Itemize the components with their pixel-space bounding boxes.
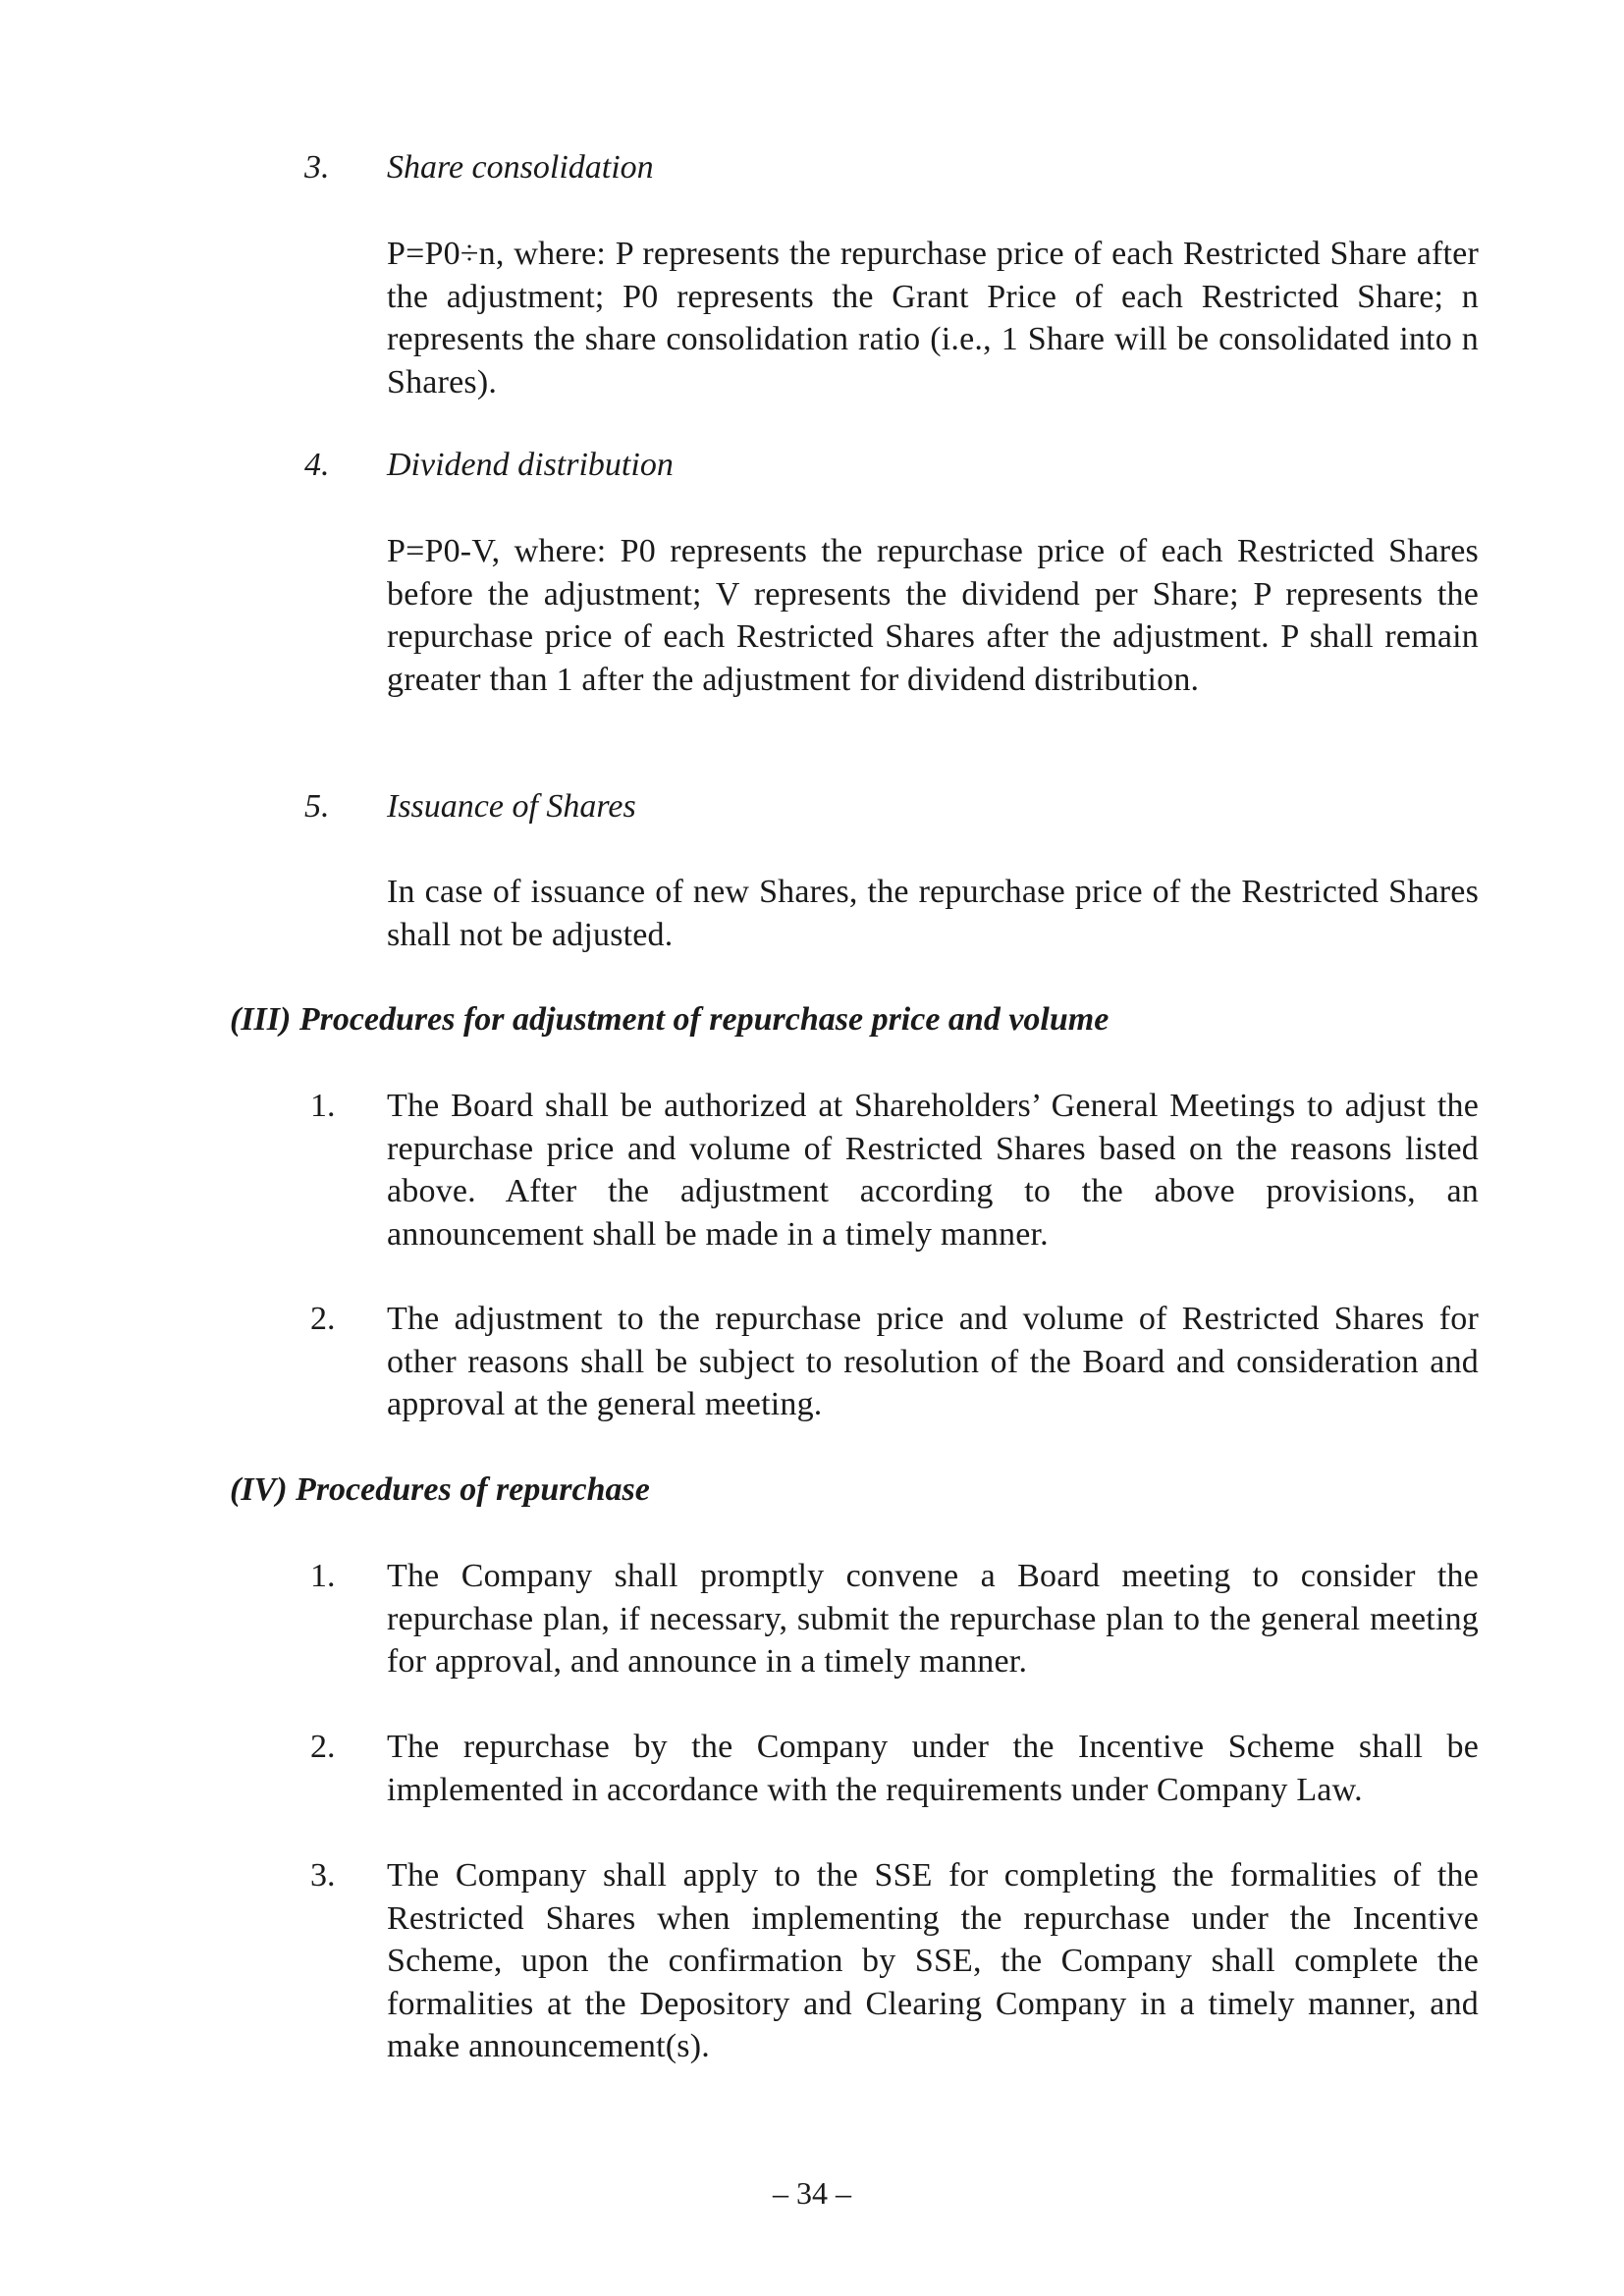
section-heading-iv: (IV) Procedures of repurchase — [230, 1471, 650, 1508]
list-item-number: 2. — [310, 1301, 336, 1337]
list-item-number: 1. — [310, 1558, 336, 1594]
dividend-distribution-paragraph: P=P0-V, where: P0 represents the repurchase price of each Restricted Shares before the adjustment; V represents the dividend per Share; P represents the repurchase price of each Restricted Shares after the adjustment. P shall remain greater than 1 after the adjustment for dividend distribution. — [387, 533, 1479, 698]
item-number: 5. — [304, 788, 330, 825]
item-title: Share consolidation — [387, 149, 654, 186]
list-item-text: The repurchase by the Company under the Incentive Scheme shall be implemented in accordance with the requirements under Company Law. — [387, 1729, 1479, 1808]
list-item-number: 3. — [310, 1857, 336, 1894]
list-item-text: The Board shall be authorized at Shareholders’ General Meetings to adjust the repurchase price and volume of Restricted Shares based on the reasons listed above. After the adjustment according to the above provisions, an announcement shall be made in a timely manner. — [387, 1088, 1479, 1253]
page-number: – 34 – — [773, 2175, 851, 2211]
section-heading-iii: (III) Procedures for adjustment of repurchase price and volume — [230, 1001, 1110, 1038]
share-consolidation-paragraph: P=P0÷n, where: P represents the repurchase price of each Restricted Share after the adjustment; P0 represents the Grant Price of each Restricted Share; n represents the share consolidation ratio (i.e., 1 Share will be consolidated into n Shares). — [387, 236, 1479, 400]
issuance-of-shares-paragraph: In case of issuance of new Shares, the repurchase price of the Restricted Shares shall not be adjusted. — [387, 874, 1479, 953]
item-number: 3. — [304, 149, 330, 186]
list-item-text: The Company shall promptly convene a Board meeting to consider the repurchase plan, if necessary, submit the repurchase plan to the general meeting for approval, and announce in a timely manner. — [387, 1558, 1479, 1680]
item-title: Dividend distribution — [387, 447, 674, 483]
list-item-number: 1. — [310, 1088, 336, 1124]
item-number: 4. — [304, 447, 330, 483]
item-title: Issuance of Shares — [387, 788, 636, 825]
list-item-text: The Company shall apply to the SSE for completing the formalities of the Restricted Shares when implementing the repurchase under the Incentive Scheme, upon the confirmation by SSE, the Company shall complete the formalities at the Depository and Clearing Company in a timely manner, and make announcement(s). — [387, 1857, 1479, 2064]
list-item-text: The adjustment to the repurchase price and volume of Restricted Shares for other reasons shall be subject to resolution of the Board and consideration and approval at the general meeting. — [387, 1301, 1479, 1422]
list-item-number: 2. — [310, 1729, 336, 1765]
